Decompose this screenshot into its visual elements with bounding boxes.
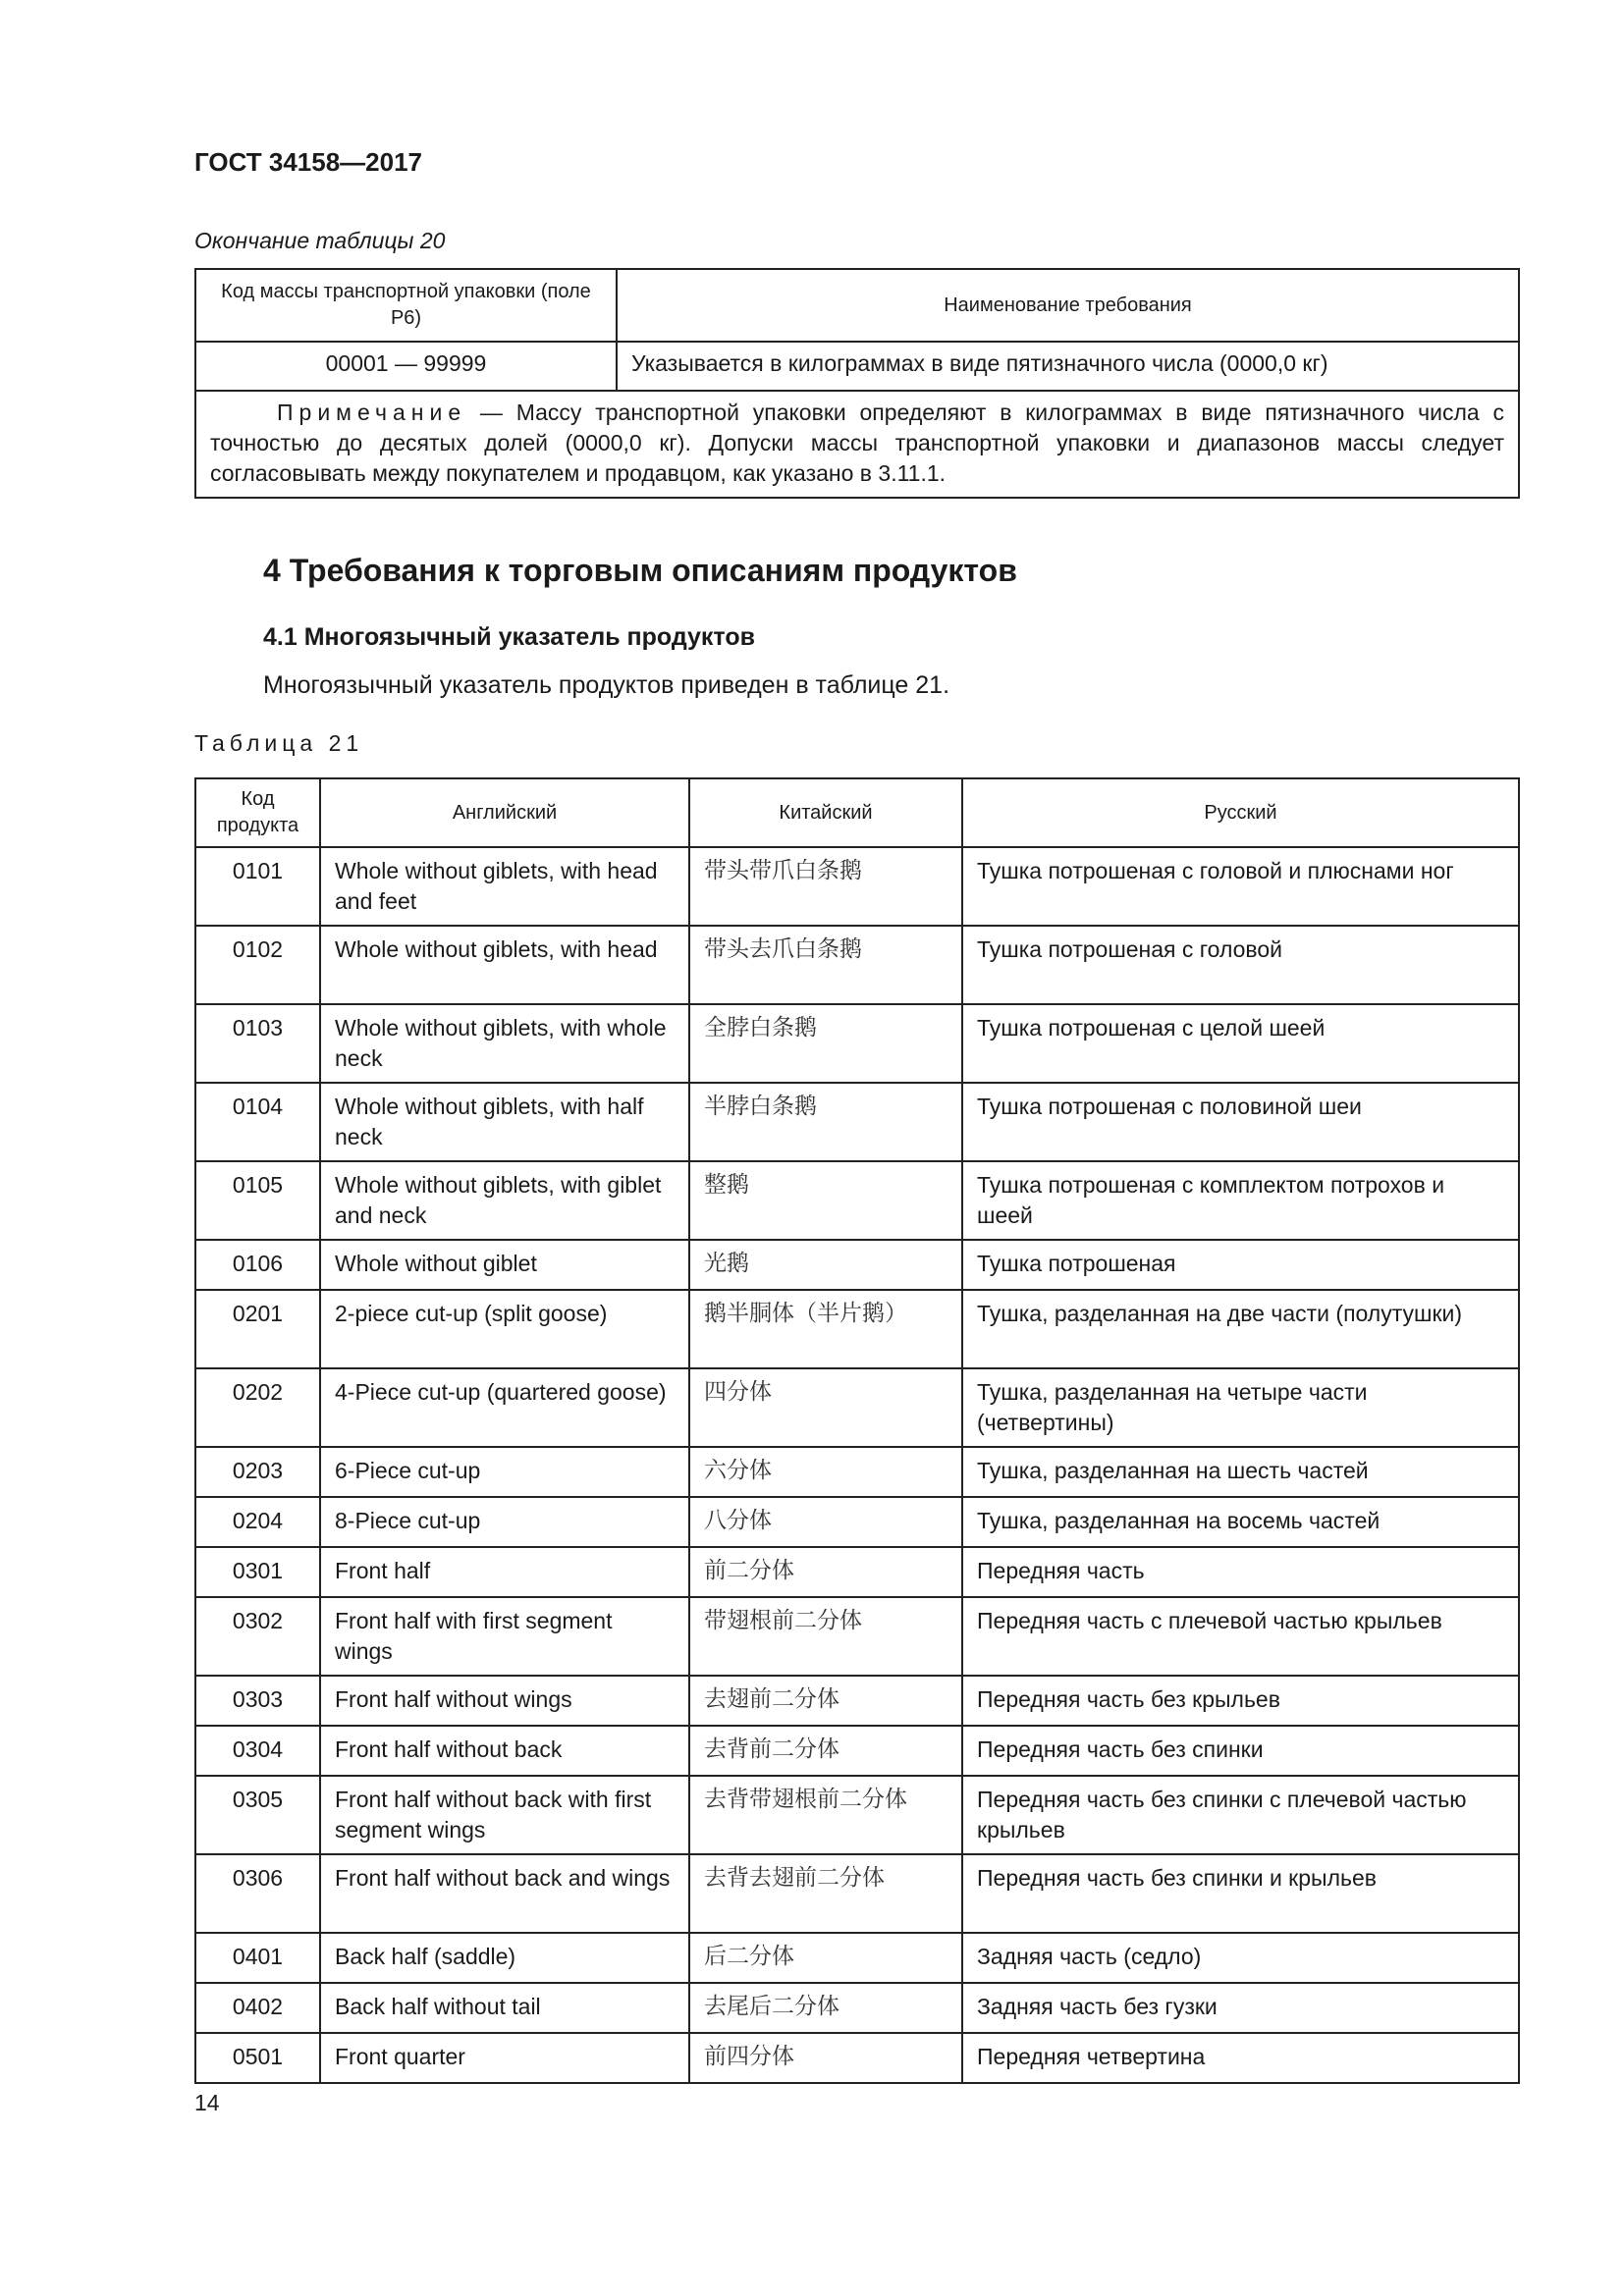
chinese-cell: 前二分体	[689, 1547, 962, 1597]
code-cell: 0105	[195, 1161, 320, 1240]
table-row	[195, 1161, 1519, 1240]
russian-cell: Передняя часть без спинки с плечевой частью крыльев	[962, 1776, 1519, 1854]
code-cell: 0203	[195, 1447, 320, 1497]
table-row	[195, 1240, 1519, 1290]
russian-cell: Передняя часть без спинки и крыльев	[962, 1854, 1519, 1933]
code-cell: 0306	[195, 1854, 320, 1933]
table-20-note-row	[195, 391, 1519, 498]
table-21-header-row	[195, 778, 1519, 847]
table-row	[195, 926, 1519, 1004]
russian-cell: Тушка, разделанная на четыре части (четвертины)	[962, 1368, 1519, 1447]
page-number: 14	[194, 2090, 220, 2115]
russian-cell: Передняя четвертина	[962, 2033, 1519, 2083]
table-row	[195, 1726, 1519, 1776]
russian-cell: Тушка потрошеная с головой	[962, 926, 1519, 1004]
russian-cell: Задняя часть без гузки	[962, 1983, 1519, 2033]
chinese-cell: 半脖白条鹅	[689, 1083, 962, 1161]
chinese-cell: 去背去翅前二分体	[689, 1854, 962, 1933]
russian-cell: Тушка потрошеная	[962, 1240, 1519, 1290]
code-cell: 0103	[195, 1004, 320, 1083]
english-cell: Whole without giblets, with head and feet	[320, 847, 689, 926]
section-title: 4 Требования к торговым описаниям продуктов	[263, 553, 1017, 588]
code-cell: 0302	[195, 1597, 320, 1676]
table-row	[195, 1983, 1519, 2033]
chinese-cell: 去翅前二分体	[689, 1676, 962, 1726]
table-row	[195, 1447, 1519, 1497]
table-row	[195, 1776, 1519, 1854]
english-cell: Back half (saddle)	[320, 1933, 689, 1983]
table-20-header-code: Код массы транспортной упаковки (поле Р6)	[195, 269, 617, 342]
russian-cell: Тушка, разделанная на восемь частей	[962, 1497, 1519, 1547]
code-cell: 0305	[195, 1776, 320, 1854]
chinese-cell: 整鹅	[689, 1161, 962, 1240]
english-cell: Front half without back with first segment wings	[320, 1776, 689, 1854]
header-code: Код продукта	[195, 778, 320, 847]
english-cell: Whole without giblet	[320, 1240, 689, 1290]
english-cell: Front half without back	[320, 1726, 689, 1776]
note-text: — Массу транспортной упаковки определяют в килограммах в виде пятизначного числа с точностью до десятых долей (0000,0 кг). Допуски массы транспортной упаковки и диапазонов массы следует согласовывать между покупателем и продавцом, как указано в 3.11.1.	[210, 400, 1504, 486]
english-cell: Back half without tail	[320, 1983, 689, 2033]
russian-cell: Передняя часть без спинки	[962, 1726, 1519, 1776]
code-cell: 0301	[195, 1547, 320, 1597]
russian-cell: Задняя часть (седло)	[962, 1933, 1519, 1983]
chinese-cell: 前四分体	[689, 2033, 962, 2083]
table-row	[195, 1004, 1519, 1083]
header-russian: Русский	[962, 778, 1519, 847]
english-cell: Front quarter	[320, 2033, 689, 2083]
russian-cell: Передняя часть	[962, 1547, 1519, 1597]
code-cell: 0401	[195, 1933, 320, 1983]
chinese-cell: 后二分体	[689, 1933, 962, 1983]
chinese-cell: 去背带翅根前二分体	[689, 1776, 962, 1854]
code-cell: 0202	[195, 1368, 320, 1447]
code-cell: 0102	[195, 926, 320, 1004]
table-21-label: Таблица 21	[194, 730, 364, 756]
chinese-cell: 带头带爪白条鹅	[689, 847, 962, 926]
english-cell: Whole without giblets, with head	[320, 926, 689, 1004]
table-20-header-name: Наименование требования	[617, 269, 1519, 342]
intro-paragraph: Многоязычный указатель продуктов приведен в таблице 21.	[263, 671, 950, 699]
english-cell: Front half	[320, 1547, 689, 1597]
chinese-cell: 六分体	[689, 1447, 962, 1497]
code-cell: 0101	[195, 847, 320, 926]
subsection-title: 4.1 Многоязычный указатель продуктов	[263, 623, 755, 651]
russian-cell: Тушка потрошеная с комплектом потрохов и шеей	[962, 1161, 1519, 1240]
table-20-header-row	[195, 269, 1519, 342]
chinese-cell: 鹅半胴体（半片鹅）	[689, 1290, 962, 1368]
chinese-cell: 去尾后二分体	[689, 1983, 962, 2033]
table-row	[195, 1676, 1519, 1726]
table-row	[195, 1083, 1519, 1161]
russian-cell: Передняя часть без крыльев	[962, 1676, 1519, 1726]
code-cell: 0304	[195, 1726, 320, 1776]
document-code: ГОСТ 34158—2017	[194, 147, 422, 177]
table-20-row	[195, 342, 1519, 391]
code-cell: 0501	[195, 2033, 320, 2083]
table-20-text-cell: Указывается в килограммах в виде пятизначного числа (0000,0 кг)	[617, 342, 1519, 391]
table-row	[195, 2033, 1519, 2083]
chinese-cell: 八分体	[689, 1497, 962, 1547]
table-row	[195, 1547, 1519, 1597]
chinese-cell: 四分体	[689, 1368, 962, 1447]
code-cell: 0201	[195, 1290, 320, 1368]
table-row	[195, 1597, 1519, 1676]
russian-cell: Тушка потрошеная с половиной шеи	[962, 1083, 1519, 1161]
table-20-note	[195, 391, 1519, 498]
code-cell: 0104	[195, 1083, 320, 1161]
russian-cell: Тушка, разделанная на шесть частей	[962, 1447, 1519, 1497]
table-row	[195, 1497, 1519, 1547]
table-row	[195, 847, 1519, 926]
table-20-caption: Окончание таблицы 20	[194, 228, 446, 253]
russian-cell: Тушка потрошеная с головой и плюснами ног	[962, 847, 1519, 926]
table-row	[195, 1854, 1519, 1933]
chinese-cell: 全脖白条鹅	[689, 1004, 962, 1083]
russian-cell: Тушка потрошеная с целой шеей	[962, 1004, 1519, 1083]
english-cell: Whole without giblets, with giblet and neck	[320, 1161, 689, 1240]
english-cell: Front half without back and wings	[320, 1854, 689, 1933]
table-row	[195, 1933, 1519, 1983]
chinese-cell: 带翅根前二分体	[689, 1597, 962, 1676]
chinese-cell: 去背前二分体	[689, 1726, 962, 1776]
russian-cell: Тушка, разделанная на две части (полутушки)	[962, 1290, 1519, 1368]
code-cell: 0106	[195, 1240, 320, 1290]
english-cell: 6-Piece cut-up	[320, 1447, 689, 1497]
table-row	[195, 1290, 1519, 1368]
code-cell: 0204	[195, 1497, 320, 1547]
english-cell: Whole without giblets, with half neck	[320, 1083, 689, 1161]
chinese-cell: 光鹅	[689, 1240, 962, 1290]
table-row	[195, 1368, 1519, 1447]
table-21-body	[195, 847, 1519, 2083]
chinese-cell: 带头去爪白条鹅	[689, 926, 962, 1004]
english-cell: Whole without giblets, with whole neck	[320, 1004, 689, 1083]
russian-cell: Передняя часть с плечевой частью крыльев	[962, 1597, 1519, 1676]
english-cell: 2-piece cut-up (split goose)	[320, 1290, 689, 1368]
table-20	[194, 268, 1520, 499]
note-label: Примечание	[277, 400, 467, 425]
english-cell: 4-Piece cut-up (quartered goose)	[320, 1368, 689, 1447]
table-20-code-cell: 00001 — 99999	[195, 342, 617, 391]
table-21	[194, 777, 1520, 2084]
english-cell: Front half without wings	[320, 1676, 689, 1726]
header-english: Английский	[320, 778, 689, 847]
header-chinese: Китайский	[689, 778, 962, 847]
english-cell: 8-Piece cut-up	[320, 1497, 689, 1547]
english-cell: Front half with first segment wings	[320, 1597, 689, 1676]
code-cell: 0303	[195, 1676, 320, 1726]
code-cell: 0402	[195, 1983, 320, 2033]
